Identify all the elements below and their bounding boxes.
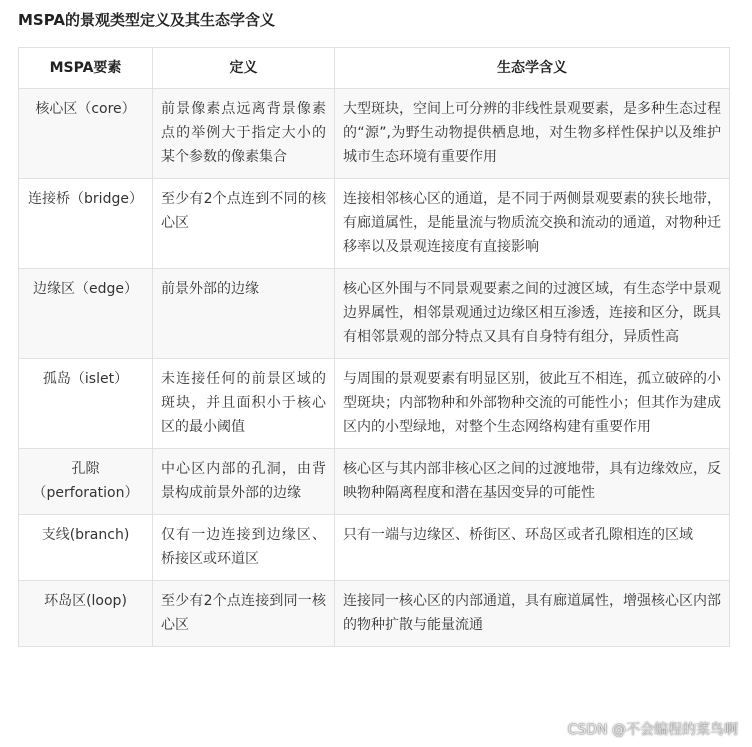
table-row <box>19 359 730 449</box>
definition-cell: 至少有2个点连接到同一核心区 <box>153 581 335 647</box>
definition-cell: 未连接任何的前景区域的斑块，并且面积小于核心区的最小阈值 <box>153 359 335 449</box>
table-row <box>19 179 730 269</box>
definition-cell: 前景像素点远离背景像素点的举例大于指定大小的某个参数的像素集合 <box>153 89 335 179</box>
definition-cell: 至少有2个点连到不同的核心区 <box>153 179 335 269</box>
meaning-cell: 与周围的景观要素有明显区别，彼此互不相连，孤立破碎的小型斑块；内部物种和外部物种交流的可能性小；但其作为建成区内的小型绿地，对整个生态网络构建有重要作用 <box>335 359 730 449</box>
meaning-cell: 核心区与其内部非核心区之间的过渡地带，具有边缘效应，反映物种隔离程度和潜在基因变异的可能性 <box>335 449 730 515</box>
meaning-cell: 连接同一核心区的内部通道，具有廊道属性，增强核心区内部的物种扩散与能量流通 <box>335 581 730 647</box>
table-row <box>19 581 730 647</box>
definition-cell: 前景外部的边缘 <box>153 269 335 359</box>
element-cell: 核心区（core） <box>19 89 153 179</box>
element-cell: 孔隙（perforation） <box>19 449 153 515</box>
column-header-element: MSPA要素 <box>19 48 153 89</box>
definition-cell: 仅有一边连接到边缘区、桥接区或环道区 <box>153 515 335 581</box>
meaning-cell: 连接相邻核心区的通道，是不同于两侧景观要素的狭长地带，有廊道属性，是能量流与物质流交换和流动的通道，对物种迁移率以及景观连接度有直接影响 <box>335 179 730 269</box>
table-row <box>19 515 730 581</box>
page-title: MSPA的景观类型定义及其生态学含义 <box>18 11 275 29</box>
definition-cell: 中心区内部的孔洞，由背景构成前景外部的边缘 <box>153 449 335 515</box>
element-cell: 支线(branch) <box>19 515 153 581</box>
table-row <box>19 269 730 359</box>
element-cell: 孤岛（islet） <box>19 359 153 449</box>
element-cell: 连接桥（bridge） <box>19 179 153 269</box>
meaning-cell: 核心区外围与不同景观要素之间的过渡区域，有生态学中景观边界属性，相邻景观通过边缘区相互渗透，连接和区分，既具有相邻景观的部分特点又具有自身特有组分，异质性高 <box>335 269 730 359</box>
column-header-definition: 定义 <box>153 48 335 89</box>
csdn-watermark: CSDN @不会编程的菜鸟啊 <box>567 722 738 738</box>
element-cell: 环岛区(loop) <box>19 581 153 647</box>
column-header-meaning: 生态学含义 <box>335 48 730 89</box>
meaning-cell: 大型斑块，空间上可分辨的非线性景观要素，是多种生态过程的“源”,为野生动物提供栖息地，对生物多样性保护以及维护城市生态环境有重要作用 <box>335 89 730 179</box>
table-row <box>19 449 730 515</box>
element-cell: 边缘区（edge） <box>19 269 153 359</box>
table-header-row <box>19 48 730 89</box>
mspa-table <box>18 47 730 647</box>
table-row <box>19 89 730 179</box>
meaning-cell: 只有一端与边缘区、桥街区、环岛区或者孔隙相连的区域 <box>335 515 730 581</box>
